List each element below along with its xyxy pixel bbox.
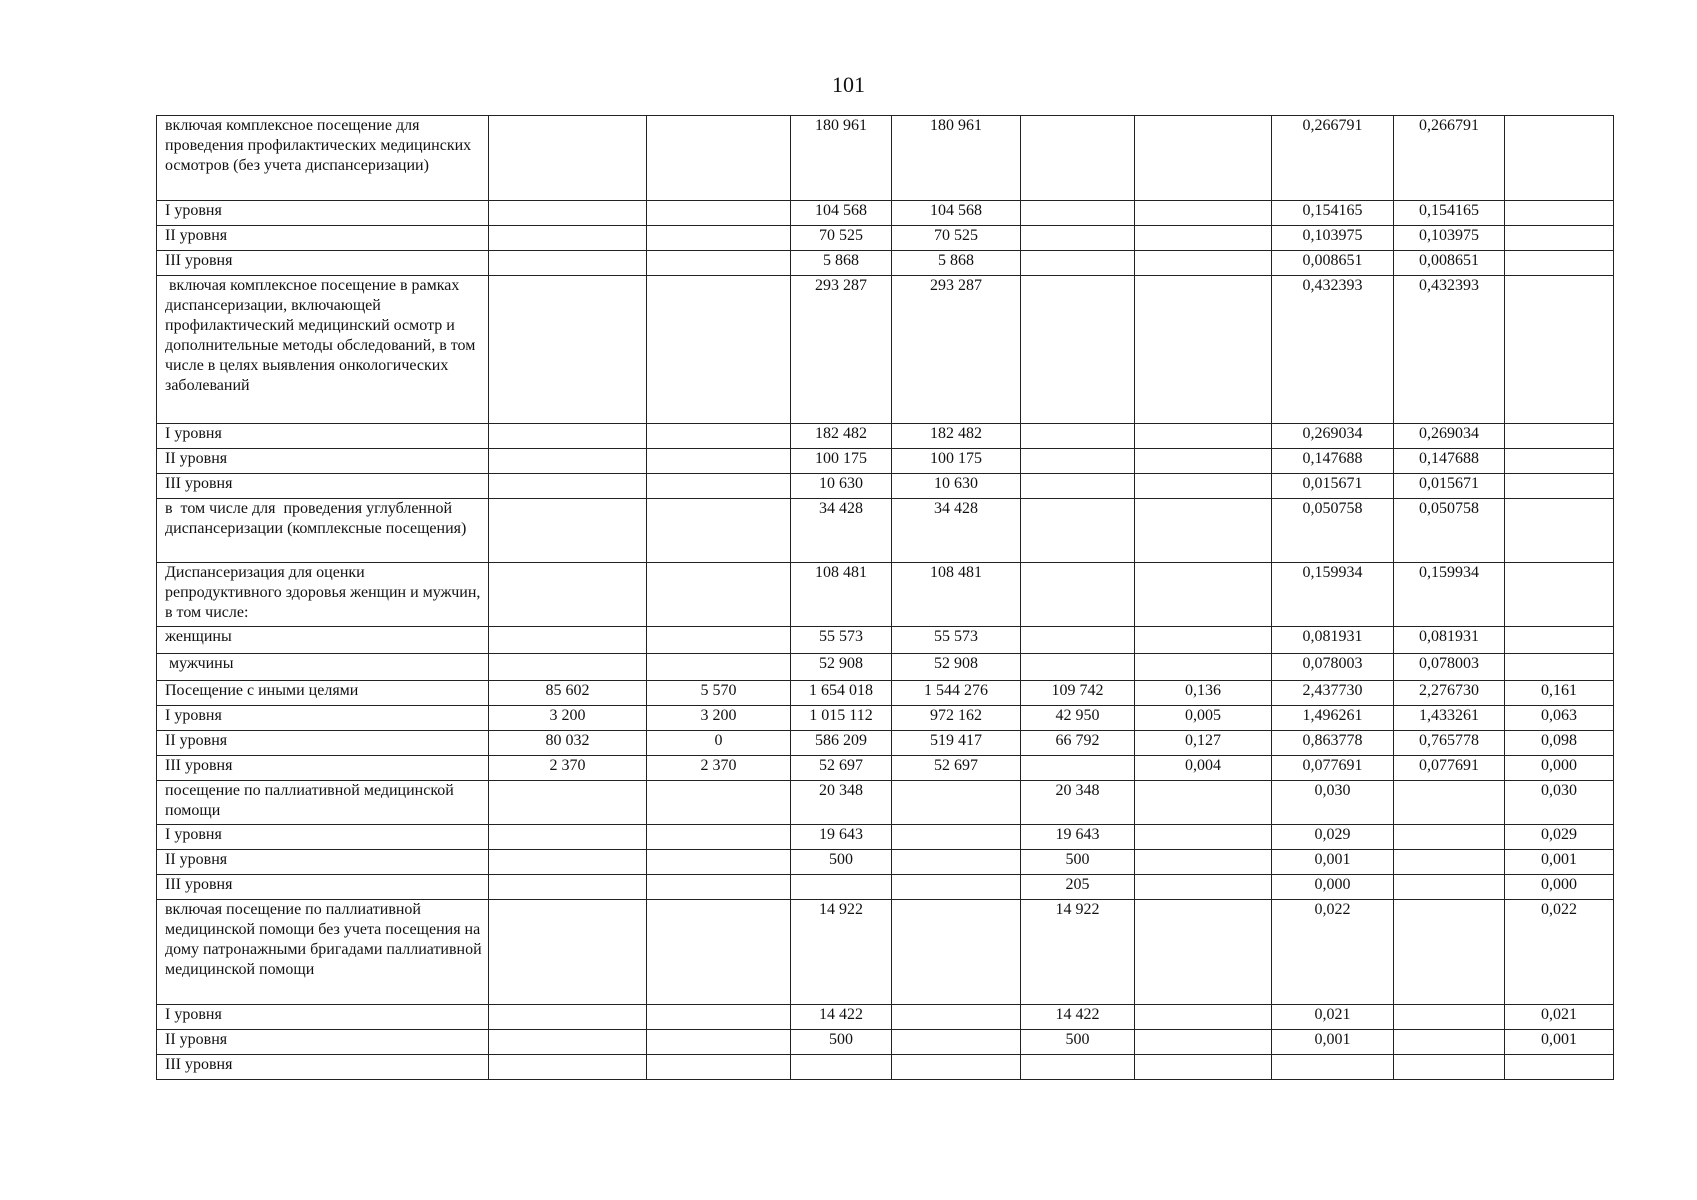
table-cell (489, 1005, 647, 1030)
table-cell: 100 175 (791, 449, 892, 474)
table-cell (1135, 116, 1272, 201)
table-cell (647, 276, 791, 424)
table-cell: 10 630 (791, 474, 892, 499)
table-cell: 0,078003 (1272, 654, 1394, 681)
table-cell (489, 474, 647, 499)
table-cell (489, 825, 647, 850)
table-cell (1021, 654, 1135, 681)
table-cell (1135, 825, 1272, 850)
table-cell: 500 (1021, 1030, 1135, 1055)
table-cell (647, 1005, 791, 1030)
table-cell: 0,022 (1505, 900, 1614, 1005)
table-cell (489, 499, 647, 563)
table-cell: 0,000 (1505, 756, 1614, 781)
table-cell: 52 697 (791, 756, 892, 781)
table-cell: 85 602 (489, 681, 647, 706)
table-row (157, 1005, 1614, 1030)
table-cell (647, 627, 791, 654)
table-cell: 293 287 (892, 276, 1021, 424)
table-cell (647, 474, 791, 499)
table-row (157, 116, 1614, 201)
table-cell (1394, 1055, 1505, 1080)
table-cell: 80 032 (489, 731, 647, 756)
table-cell: 5 570 (647, 681, 791, 706)
table-cell (1505, 449, 1614, 474)
table-cell (1505, 1055, 1614, 1080)
table-cell: 500 (1021, 850, 1135, 875)
table-cell (647, 825, 791, 850)
table-cell: 0,022 (1272, 900, 1394, 1005)
table-cell: 0,030 (1272, 781, 1394, 825)
table-cell: 52 908 (791, 654, 892, 681)
table-cell (1394, 825, 1505, 850)
table-cell: 0,147688 (1394, 449, 1505, 474)
table-cell: 10 630 (892, 474, 1021, 499)
table-cell: 0,863778 (1272, 731, 1394, 756)
table-cell (647, 781, 791, 825)
table-cell (1135, 781, 1272, 825)
table-cell: 2 370 (647, 756, 791, 781)
table-row (157, 474, 1614, 499)
table-row (157, 900, 1614, 1005)
table-cell: 0,432393 (1394, 276, 1505, 424)
table-cell (647, 1055, 791, 1080)
table-cell (1021, 201, 1135, 226)
table-cell: 55 573 (791, 627, 892, 654)
table-cell (1135, 875, 1272, 900)
table-cell: 34 428 (791, 499, 892, 563)
page-number: 101 (832, 72, 865, 97)
table-cell: 0,001 (1272, 850, 1394, 875)
table-cell (489, 201, 647, 226)
table-cell: 100 175 (892, 449, 1021, 474)
table-cell (647, 201, 791, 226)
table-row (157, 1030, 1614, 1055)
table-body (157, 116, 1614, 1080)
table-cell (1021, 449, 1135, 474)
table-cell: 0,103975 (1394, 226, 1505, 251)
table-cell: 14 422 (791, 1005, 892, 1030)
table-cell: 182 482 (892, 424, 1021, 449)
table-cell: 20 348 (791, 781, 892, 825)
table-cell: 3 200 (647, 706, 791, 731)
table-row (157, 731, 1614, 756)
table-cell: 52 697 (892, 756, 1021, 781)
table-cell: 34 428 (892, 499, 1021, 563)
table-row (157, 681, 1614, 706)
table-cell: 0,050758 (1272, 499, 1394, 563)
table-cell (1394, 1005, 1505, 1030)
table-cell: 0,030 (1505, 781, 1614, 825)
table-row (157, 756, 1614, 781)
table-cell: 0,147688 (1272, 449, 1394, 474)
table-cell: 0,005 (1135, 706, 1272, 731)
table-cell: 1 015 112 (791, 706, 892, 731)
table-cell: 0,008651 (1272, 251, 1394, 276)
table-cell: 0,008651 (1394, 251, 1505, 276)
row-label: включая посещение по паллиативной медицинской помощи без учета посещения на дому патронажными бригадами паллиативной медицинской помощи (157, 900, 489, 1005)
row-label: I уровня (157, 706, 489, 731)
table-cell (892, 850, 1021, 875)
table-cell (1135, 1055, 1272, 1080)
table-row (157, 706, 1614, 731)
table-cell: 500 (791, 850, 892, 875)
table-cell (647, 900, 791, 1005)
table-cell: 0,021 (1272, 1005, 1394, 1030)
table-cell (1021, 251, 1135, 276)
table-cell: 0,154165 (1394, 201, 1505, 226)
table-cell (1135, 226, 1272, 251)
table-cell: 180 961 (892, 116, 1021, 201)
row-label: II уровня (157, 1030, 489, 1055)
table-row (157, 654, 1614, 681)
row-label: I уровня (157, 424, 489, 449)
table-cell: 66 792 (1021, 731, 1135, 756)
table-cell (647, 499, 791, 563)
table-cell (1135, 201, 1272, 226)
table-cell: 42 950 (1021, 706, 1135, 731)
row-label: II уровня (157, 449, 489, 474)
table-cell: 0,001 (1505, 850, 1614, 875)
table-cell (892, 1005, 1021, 1030)
table-cell (647, 116, 791, 201)
table-cell: 519 417 (892, 731, 1021, 756)
table-cell (647, 226, 791, 251)
table-cell: 0,081931 (1272, 627, 1394, 654)
table-cell (489, 627, 647, 654)
table-cell (1021, 627, 1135, 654)
table-cell: 52 908 (892, 654, 1021, 681)
table-cell (647, 424, 791, 449)
table-cell: 0,154165 (1272, 201, 1394, 226)
table-cell (1505, 116, 1614, 201)
table-cell: 0,081931 (1394, 627, 1505, 654)
table-cell: 0,159934 (1394, 563, 1505, 627)
table-cell: 2,437730 (1272, 681, 1394, 706)
table-cell (892, 1030, 1021, 1055)
table-cell (1135, 474, 1272, 499)
table-cell (892, 900, 1021, 1005)
table-cell (647, 850, 791, 875)
table-cell (1021, 116, 1135, 201)
table-row (157, 1055, 1614, 1080)
table-cell: 0,136 (1135, 681, 1272, 706)
table-cell (1021, 424, 1135, 449)
table-cell (1135, 1030, 1272, 1055)
table-cell (1135, 1005, 1272, 1030)
table-cell: 14 922 (1021, 900, 1135, 1005)
table-cell (1021, 499, 1135, 563)
table-row (157, 850, 1614, 875)
table-cell: 0,001 (1505, 1030, 1614, 1055)
table-cell (1135, 276, 1272, 424)
table-cell (489, 900, 647, 1005)
table-cell: 2,276730 (1394, 681, 1505, 706)
table-cell (892, 875, 1021, 900)
table-cell: 5 868 (791, 251, 892, 276)
row-label: женщины (157, 627, 489, 654)
table-cell (1135, 563, 1272, 627)
table-cell (647, 449, 791, 474)
table-cell (489, 251, 647, 276)
table-cell: 3 200 (489, 706, 647, 731)
table-cell: 972 162 (892, 706, 1021, 731)
table-cell: 0,000 (1272, 875, 1394, 900)
row-label: Посещение с иными целями (157, 681, 489, 706)
table-cell: 0,077691 (1394, 756, 1505, 781)
table-cell: 0,098 (1505, 731, 1614, 756)
table-cell (892, 1055, 1021, 1080)
table-row (157, 226, 1614, 251)
table-cell: 19 643 (1021, 825, 1135, 850)
table-cell (1021, 474, 1135, 499)
table-cell: 0,021 (1505, 1005, 1614, 1030)
table-row (157, 825, 1614, 850)
table-cell (489, 875, 647, 900)
table-row (157, 563, 1614, 627)
table-cell: 1,433261 (1394, 706, 1505, 731)
table-cell (1505, 499, 1614, 563)
table-cell: 19 643 (791, 825, 892, 850)
table-cell: 0,161 (1505, 681, 1614, 706)
table-cell (489, 424, 647, 449)
table-cell: 0,015671 (1272, 474, 1394, 499)
table-cell: 104 568 (791, 201, 892, 226)
row-label: III уровня (157, 1055, 489, 1080)
table-cell: 108 481 (791, 563, 892, 627)
table-cell: 1 544 276 (892, 681, 1021, 706)
row-label: I уровня (157, 825, 489, 850)
row-label: Диспансеризация для оценки репродуктивного здоровья женщин и мужчин, в том числе: (157, 563, 489, 627)
row-label: мужчины (157, 654, 489, 681)
table-cell (1394, 900, 1505, 1005)
table-cell: 1 654 018 (791, 681, 892, 706)
table-cell (892, 781, 1021, 825)
table-cell: 500 (791, 1030, 892, 1055)
table-cell (489, 563, 647, 627)
row-label: II уровня (157, 731, 489, 756)
table-cell (489, 226, 647, 251)
table-cell: 14 422 (1021, 1005, 1135, 1030)
table-cell (1021, 226, 1135, 251)
table-cell: 0,103975 (1272, 226, 1394, 251)
table-cell: 0,077691 (1272, 756, 1394, 781)
table-row (157, 424, 1614, 449)
table-cell: 182 482 (791, 424, 892, 449)
table-row (157, 276, 1614, 424)
table-cell (489, 116, 647, 201)
table-cell (1021, 276, 1135, 424)
table-cell (1135, 850, 1272, 875)
table-cell (489, 1055, 647, 1080)
table-cell: 20 348 (1021, 781, 1135, 825)
table-cell (647, 875, 791, 900)
table-cell: 5 868 (892, 251, 1021, 276)
table-cell: 0,063 (1505, 706, 1614, 731)
table-cell (1135, 627, 1272, 654)
table-cell (647, 251, 791, 276)
table-cell: 0,001 (1272, 1030, 1394, 1055)
table-cell (489, 1030, 647, 1055)
table-cell: 0,159934 (1272, 563, 1394, 627)
table-cell: 0,127 (1135, 731, 1272, 756)
row-label: II уровня (157, 850, 489, 875)
table-cell (1021, 563, 1135, 627)
table-row (157, 875, 1614, 900)
table-cell: 0,765778 (1394, 731, 1505, 756)
table-cell (791, 1055, 892, 1080)
table-row (157, 627, 1614, 654)
table-cell: 0,015671 (1394, 474, 1505, 499)
table-cell (647, 1030, 791, 1055)
table-cell (1505, 201, 1614, 226)
table-cell: 293 287 (791, 276, 892, 424)
table-cell (1505, 654, 1614, 681)
table-cell: 0,269034 (1394, 424, 1505, 449)
table-row (157, 201, 1614, 226)
table-cell: 104 568 (892, 201, 1021, 226)
table-cell (1505, 627, 1614, 654)
table-cell: 180 961 (791, 116, 892, 201)
table-cell (1394, 875, 1505, 900)
table-cell: 109 742 (1021, 681, 1135, 706)
table-cell: 70 525 (791, 226, 892, 251)
table-cell: 108 481 (892, 563, 1021, 627)
table-cell (1505, 424, 1614, 449)
table-cell: 0,266791 (1272, 116, 1394, 201)
table-cell: 70 525 (892, 226, 1021, 251)
table-cell (1135, 449, 1272, 474)
table-cell (489, 850, 647, 875)
table-cell (1135, 424, 1272, 449)
table-row (157, 781, 1614, 825)
table-cell (1272, 1055, 1394, 1080)
table-cell: 2 370 (489, 756, 647, 781)
table-cell (1135, 499, 1272, 563)
table-row (157, 449, 1614, 474)
table-cell (1505, 474, 1614, 499)
table-cell: 0,269034 (1272, 424, 1394, 449)
table-cell: 0,004 (1135, 756, 1272, 781)
table-cell (892, 825, 1021, 850)
table-cell: 0,000 (1505, 875, 1614, 900)
table-cell (1394, 1030, 1505, 1055)
row-label: посещение по паллиативной медицинской помощи (157, 781, 489, 825)
row-label: III уровня (157, 251, 489, 276)
table-cell: 586 209 (791, 731, 892, 756)
table-cell (1505, 251, 1614, 276)
table-cell: 0,078003 (1394, 654, 1505, 681)
table-cell (1505, 226, 1614, 251)
row-label: I уровня (157, 1005, 489, 1030)
table-cell (1394, 850, 1505, 875)
row-label: включая комплексное посещение в рамках диспансеризации, включающей профилактический медицинский осмотр и дополнительные методы обследований, в том числе в целях выявления онкологических заболеваний (157, 276, 489, 424)
table-cell (1135, 251, 1272, 276)
table-cell (1505, 563, 1614, 627)
table-cell (1021, 756, 1135, 781)
table-cell (1135, 900, 1272, 1005)
table-cell: 0 (647, 731, 791, 756)
table-cell (1135, 654, 1272, 681)
table-cell: 0,029 (1272, 825, 1394, 850)
row-label: III уровня (157, 474, 489, 499)
table-row (157, 499, 1614, 563)
table-cell: 55 573 (892, 627, 1021, 654)
table-cell: 1,496261 (1272, 706, 1394, 731)
row-label: III уровня (157, 756, 489, 781)
data-table (156, 115, 1614, 1080)
table-row (157, 251, 1614, 276)
table-cell (1394, 781, 1505, 825)
table-cell (489, 449, 647, 474)
table-cell (489, 654, 647, 681)
table-cell (489, 781, 647, 825)
row-label: I уровня (157, 201, 489, 226)
row-label: в том числе для проведения углубленной диспансеризации (комплексные посещения) (157, 499, 489, 563)
table-cell (1505, 276, 1614, 424)
table-cell: 0,432393 (1272, 276, 1394, 424)
table-cell (647, 563, 791, 627)
table-cell (791, 875, 892, 900)
table-cell: 0,029 (1505, 825, 1614, 850)
row-label: включая комплексное посещение для проведения профилактических медицинских осмотров (без учета диспансеризации) (157, 116, 489, 201)
table-cell: 205 (1021, 875, 1135, 900)
row-label: III уровня (157, 875, 489, 900)
table-cell: 0,266791 (1394, 116, 1505, 201)
table-cell (489, 276, 647, 424)
table-cell: 14 922 (791, 900, 892, 1005)
table-cell (647, 654, 791, 681)
table-cell: 0,050758 (1394, 499, 1505, 563)
table-cell (1021, 1055, 1135, 1080)
row-label: II уровня (157, 226, 489, 251)
